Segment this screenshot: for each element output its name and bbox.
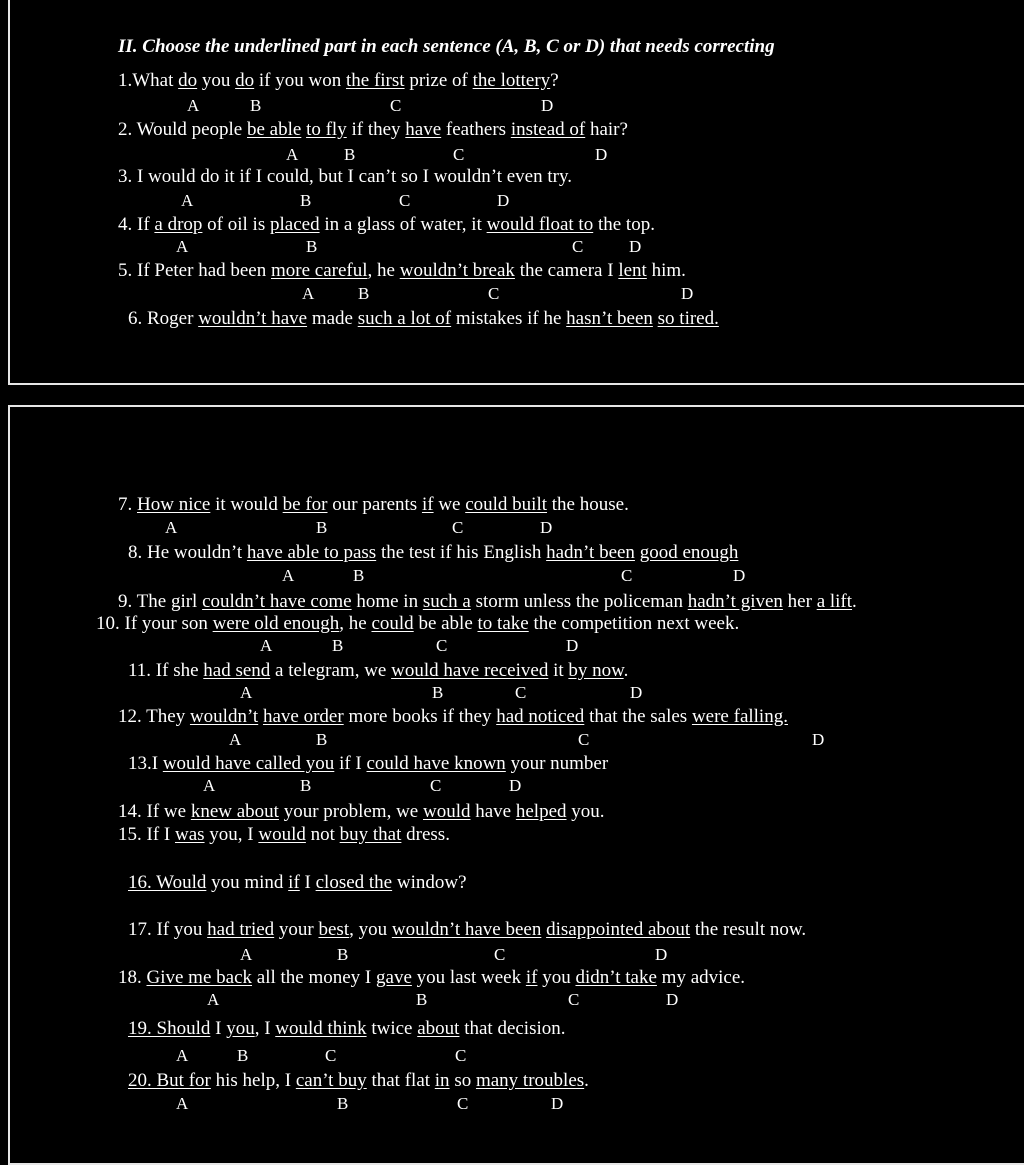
option-label: B bbox=[353, 566, 365, 585]
option-label: A bbox=[240, 945, 253, 964]
question-13: 13.I would have called you if I could have known your number bbox=[128, 753, 609, 774]
question-12: 12. They wouldn’t have order more books if they had noticed that the sales were falling. bbox=[118, 706, 788, 727]
option-label: A bbox=[302, 284, 315, 303]
option-label: B bbox=[306, 237, 318, 256]
question-9: 9. The girl couldn’t have come home in such a storm unless the policeman hadn’t given her a lift. bbox=[118, 591, 857, 612]
option-label: C bbox=[325, 1046, 337, 1065]
option-label: C bbox=[453, 145, 465, 164]
option-label: D bbox=[566, 636, 579, 655]
option-label: B bbox=[316, 730, 328, 749]
option-label: B bbox=[300, 776, 312, 795]
option-label: B bbox=[344, 145, 356, 164]
question-18: 18. Give me back all the money I gave you last week if you didn’t take my advice. bbox=[118, 967, 746, 988]
option-label: A bbox=[260, 636, 273, 655]
question-10: 10. If your son were old enough, he could be able to take the competition next week. bbox=[96, 613, 740, 634]
option-label: D bbox=[595, 145, 608, 164]
option-label: A bbox=[203, 776, 216, 795]
option-label: D bbox=[733, 566, 746, 585]
option-label: C bbox=[494, 945, 506, 964]
option-label: D bbox=[666, 990, 679, 1009]
option-label: C bbox=[568, 990, 580, 1009]
option-label: B bbox=[300, 191, 312, 210]
option-label: C bbox=[452, 518, 464, 537]
question-20: 20. But for his help, I can’t buy that flat in so many troubles. bbox=[128, 1070, 589, 1091]
option-label: A bbox=[181, 191, 194, 210]
question-8: 8. He wouldn’t have able to pass the test if his English hadn’t been good enough bbox=[128, 542, 739, 563]
option-label: C bbox=[455, 1046, 467, 1065]
option-label: D bbox=[540, 518, 553, 537]
option-label: C bbox=[515, 683, 527, 702]
option-label: B bbox=[432, 683, 444, 702]
option-label: A bbox=[176, 1094, 189, 1113]
option-label: B bbox=[316, 518, 328, 537]
question-1: 1.What do you do if you won the first prize of the lottery? bbox=[118, 70, 559, 91]
option-label: D bbox=[551, 1094, 564, 1113]
option-label: B bbox=[416, 990, 428, 1009]
question-3: 3. I would do it if I could, but I can’t so I wouldn’t even try. bbox=[118, 166, 572, 187]
option-label: A bbox=[176, 1046, 189, 1065]
exercise-title: II. Choose the underlined part in each sentence (A, B, C or D) that needs correcting bbox=[118, 36, 775, 57]
option-label: A bbox=[286, 145, 299, 164]
question-14: 14. If we knew about your problem, we would have helped you. bbox=[118, 801, 605, 822]
option-label: A bbox=[187, 96, 200, 115]
option-label: D bbox=[509, 776, 522, 795]
option-label: D bbox=[541, 96, 554, 115]
option-label: D bbox=[681, 284, 694, 303]
question-2: 2. Would people be able to fly if they have feathers instead of hair? bbox=[118, 119, 628, 140]
option-label: A bbox=[176, 237, 189, 256]
option-label: D bbox=[497, 191, 510, 210]
option-label: D bbox=[630, 683, 643, 702]
option-label: A bbox=[207, 990, 220, 1009]
question-4: 4. If a drop of oil is placed in a glass of water, it would float to the top. bbox=[118, 214, 655, 235]
question-16: 16. Would you mind if I closed the window? bbox=[128, 872, 467, 893]
question-17: 17. If you had tried your best, you wouldn’t have been disappointed about the result now. bbox=[128, 919, 807, 940]
option-label: C bbox=[457, 1094, 469, 1113]
option-label: A bbox=[240, 683, 253, 702]
question-11: 11. If she had send a telegram, we would have received it by now. bbox=[128, 660, 629, 681]
option-label: B bbox=[337, 1094, 349, 1113]
question-19: 19. Should I you, I would think twice about that decision. bbox=[128, 1018, 566, 1039]
option-label: A bbox=[229, 730, 242, 749]
question-5: 5. If Peter had been more careful, he wouldn’t break the camera I lent him. bbox=[118, 260, 686, 281]
question-6: 6. Roger wouldn’t have made such a lot of mistakes if he hasn’t been so tired. bbox=[128, 308, 719, 329]
option-label: B bbox=[250, 96, 262, 115]
option-label: C bbox=[572, 237, 584, 256]
option-label: C bbox=[488, 284, 500, 303]
option-label: C bbox=[436, 636, 448, 655]
option-label: A bbox=[165, 518, 178, 537]
option-label: C bbox=[390, 96, 402, 115]
option-label: B bbox=[332, 636, 344, 655]
option-label: D bbox=[812, 730, 825, 749]
option-label: B bbox=[337, 945, 349, 964]
option-label: D bbox=[655, 945, 668, 964]
option-label: C bbox=[430, 776, 442, 795]
option-label: B bbox=[358, 284, 370, 303]
option-label: B bbox=[237, 1046, 249, 1065]
option-label: C bbox=[621, 566, 633, 585]
question-15: 15. If I was you, I would not buy that dress. bbox=[118, 824, 450, 845]
option-label: D bbox=[629, 237, 642, 256]
question-7: 7. How nice it would be for our parents if we could built the house. bbox=[118, 494, 629, 515]
option-label: A bbox=[282, 566, 295, 585]
option-label: C bbox=[578, 730, 590, 749]
option-label: C bbox=[399, 191, 411, 210]
